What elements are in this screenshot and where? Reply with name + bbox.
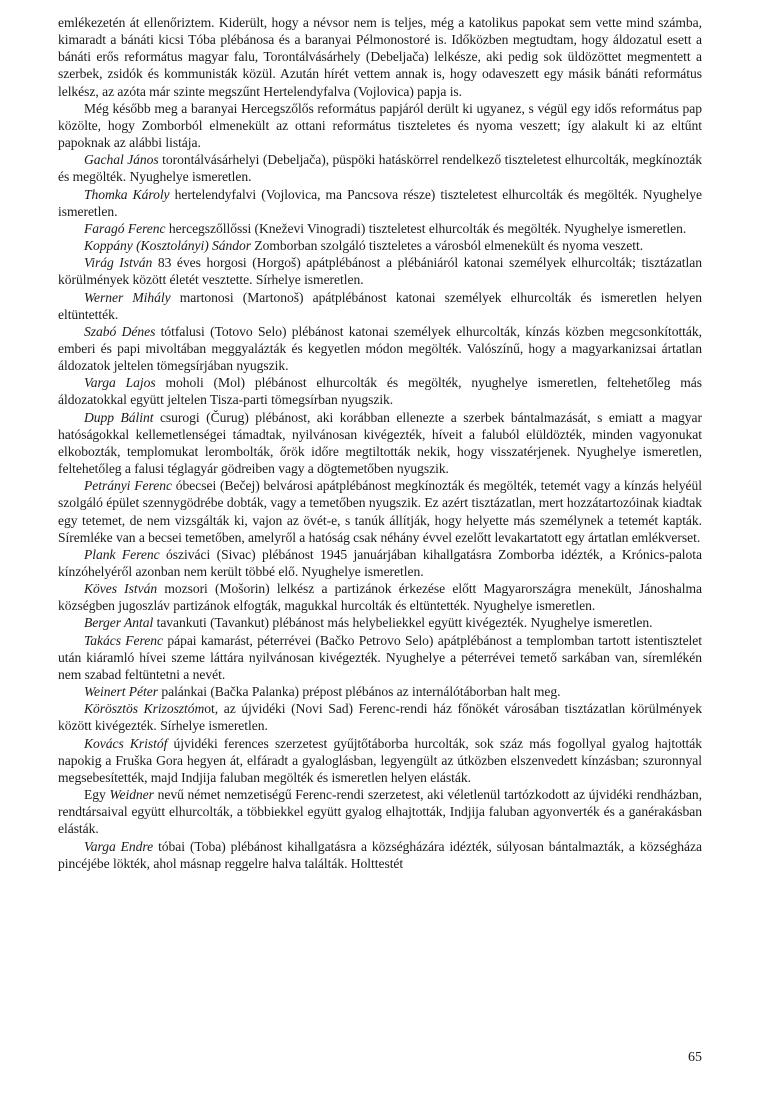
text-run: hercegszőllőssi (Kneževi Vinogradi) tiszteletest elhurcolták és megölték. Nyughelye ismeretlen.: [165, 220, 687, 236]
text-run: hertelendyfalvi (Vojlovica, ma Pancsova része) tiszteletest elhurcolták és megölték. Nyughelye ismeretlen.: [58, 186, 702, 219]
person-name: Koppány (Kosztolányi) Sándor: [84, 238, 252, 254]
person-name: Thomka Károly: [84, 186, 170, 202]
paragraph: [58, 220, 702, 237]
person-name: Varga Endre: [84, 838, 154, 854]
text-run: óbecsei (Bečej) belvárosi apátplébánost megkínozták és megölték, tetemét vagy a kínzás helyéül szolgáló épület szennygödrébe dobták, vagy a temetőben nyugszik. Ez azért tisztázatlan, mert hozzátartozóinak kiadtak egy tetemet, de nem vizsgálták ki, vajon az övét-e, s tanúk állítják, hogy helyette más személynek a tetemét kapták. Síremléke van a becsei temetőben, amelyről a hatóság csak néhány évvel ezelőtt levakartatott egy ártatlan emlékverset.: [58, 478, 702, 545]
text-run: újvidéki ferences szerzetest gyűjtőtáborba hurcolták, sok száz más fogollyal gyalog hajtották napokig a Fruška Gora hegyen át, elfáradt a gyaloglásban, legyengült az útközben elszenvedett kínzásban; szuronnyal megsebesítették, majd Indjija faluban megölték és ismeretlen helyen elásták.: [58, 735, 702, 785]
text-run: Egy: [84, 787, 110, 803]
paragraph: [58, 786, 702, 837]
text-run: mozsori (Mošorin) lelkész a partizánok érkezése előtt Magyarországra menekült, Jánoshalma községben jugoszláv partizánok elfogták, magukkal hurcolták és eltüntették. Nyughelye ismeretlen.: [58, 581, 702, 614]
person-name: Petrányi Ferenc: [84, 478, 172, 494]
person-name: Werner Mihály: [84, 289, 171, 305]
paragraph: [58, 254, 702, 288]
text-run: palánkai (Bačka Palanka) prépost plébános az internálótáborban halt meg.: [157, 684, 561, 700]
paragraph: [58, 237, 702, 254]
text-run: torontálvásárhelyi (Debeljača), püspöki hatáskörrel rendelkező tiszteletest elhurcolták, megkínozták és megölték. Nyughelye ismeretlen.: [58, 152, 703, 185]
text-run: Zomborban szolgáló tiszteletes a városból elmenekült és nyoma veszett.: [251, 238, 644, 254]
person-name: Berger Antal: [84, 615, 154, 631]
text-run: tóbai (Toba) plébánost kihallgatásra a községházára idézték, súlyosan bántalmazták, a községháza pincéjébe lökték, ahol másnap reggelre halva találták. Holttestét: [58, 838, 702, 871]
paragraph: [58, 477, 702, 546]
person-name: Weinert Péter: [84, 684, 158, 700]
person-name: Weidner: [109, 787, 154, 803]
text-run: moholi (Mol) plébánost elhurcolták és megölték, nyughelye ismeretlen, feltehetőleg más áldozatokkal együtt jeltelen Tisza-parti tömegsírban nyugszik.: [58, 375, 702, 408]
person-name: Plank Ferenc: [84, 546, 160, 562]
paragraph: [58, 186, 702, 220]
text-run: martonosi (Martonoš) apátplébánost katonai személyek elhurcolták és ismeretlen helyen eltüntették.: [58, 289, 702, 322]
text-run: Még később meg a baranyai Hercegszőlős református papjáról derült ki ugyanez, s végül egy idős református pap közölte, hogy Zomborból elmenekült az ottani református tiszteletes és nyoma veszett; így alakult ki az eltűnt papoknak az alábbi listája.: [58, 100, 702, 151]
paragraph: [58, 323, 702, 374]
text-run: ószivácі (Sivac) plébánost 1945 januárjában kihallgatásra Zomborba idézték, a Krónics-palota kínzóhelyéről azonban nem került többé elő. Nyughelye ismeretlen.: [58, 546, 702, 579]
text-run: pápai kamarást, péterrévei (Bačko Petrovo Selo) apátplébánost a templomban tartott istentisztelet után kiáramló hívei szeme láttára nyilvánosan kivégezték. Nyughelye a péterrévei temető sarkában van, síremlékén nem szabad feltüntetni a nevét.: [58, 632, 702, 682]
person-name: Virág István: [84, 255, 153, 271]
paragraph: [58, 151, 702, 185]
paragraph: [58, 546, 702, 580]
paragraph: [58, 632, 702, 683]
text-run: csurogi (Čurug) plébánost, aki korábban ellenezte a szerbek bántalmazását, s emiatt a magyar hatóságokkal kellemetlenségei támadtak, nyilvánosan kivégezték, híveit a faluból elüldözték, minden vagyonukat elkobozták, templomukat lerombolták, őrök időre megtiltották nekik, hogy visszatérjenek. Nyughelye ismeretlen, feltehetőleg a falusi téglagyár gödreiben vagy a dögtemetőben nyugszik.: [58, 409, 702, 477]
text-run: ot, az újvidéki (Novi Sad) Ferenc-rendi ház főnökét városában tisztázatlan körülmények között kivégezték. Sírhelye ismeretlen.: [58, 701, 702, 734]
paragraph: [58, 580, 702, 614]
person-name: Kovács Kristóf: [84, 735, 168, 751]
paragraph: [58, 14, 702, 100]
paragraph: [58, 838, 702, 872]
person-name: Takács Ferenc: [84, 632, 163, 648]
page-number: 65: [688, 1050, 702, 1065]
body-text: [58, 14, 702, 872]
person-name: Dupp Bálint: [84, 409, 154, 425]
paragraph: [58, 374, 702, 408]
person-name: Körösztös Krizosztóm: [84, 701, 205, 717]
paragraph: [58, 683, 702, 700]
person-name: Gachal János: [84, 152, 159, 168]
text-run: nevű német nemzetiségű Ferenc-rendi szerzetest, aki véletlenül tartózkodott az újvidéki rendházban, rendtársaival együtt elhurcolták, a többiekkel együtt gyalog elhajtották, Indjija faluban agyonverték és a ganérakásban elásták.: [58, 787, 702, 837]
paragraph: [58, 700, 702, 734]
paragraph: [58, 409, 702, 478]
paragraph: [58, 614, 702, 631]
paragraph: [58, 289, 702, 323]
text-run: tavankuti (Tavankut) plébánost más helybeliekkel együtt kivégezték. Nyughelye ismeretlen.: [153, 615, 653, 631]
text-run: tótfalusi (Totovo Selo) plébánost katonai személyek elhurcolták, kínzás közben megcsonkították, emberi és papi mivoltában meggyalázták és kegyetlen módon megölték. Valószínű, hogy a magyarkanizsai ártatlan áldozatok jeltelen tömegsírjában nyugszik.: [58, 323, 702, 374]
paragraph: [58, 735, 702, 786]
text-run: emlékezetén át ellenőriztem. Kiderült, hogy a névsor nem is teljes, még a katolikus papokat sem vette mind számba, kimaradt a bánáti kicsi Tóba plébánosa és a baranyai Pélmonostoré is. Időközben megtudtam, hogy áldozatul esett a bánáti erős református magyar falu, Torontálvásárhely (Debeljača) lelkésze, aki pedig sok üldözöttet megmentett a szerbek, zsidók és kommunisták közül. Azután hírét vettem annak is, hogy odaveszett egy másik bánáti református lelkész, az azóta már szinte megszűnt Hertelendyfalva (Vojlovica) papja is.: [58, 15, 702, 99]
text-run: 83 éves horgosi (Horgoš) apátplébánost a plébániáról katonai személyek elhurcolták; tisztázatlan körülmények között életét vesztette. Sírhelye ismeretlen.: [58, 255, 702, 288]
person-name: Köves István: [84, 581, 158, 597]
person-name: Faragó Ferenc: [84, 220, 166, 236]
paragraph: [58, 100, 702, 151]
person-name: Szabó Dénes: [84, 323, 156, 339]
person-name: Varga Lajos: [84, 375, 156, 391]
